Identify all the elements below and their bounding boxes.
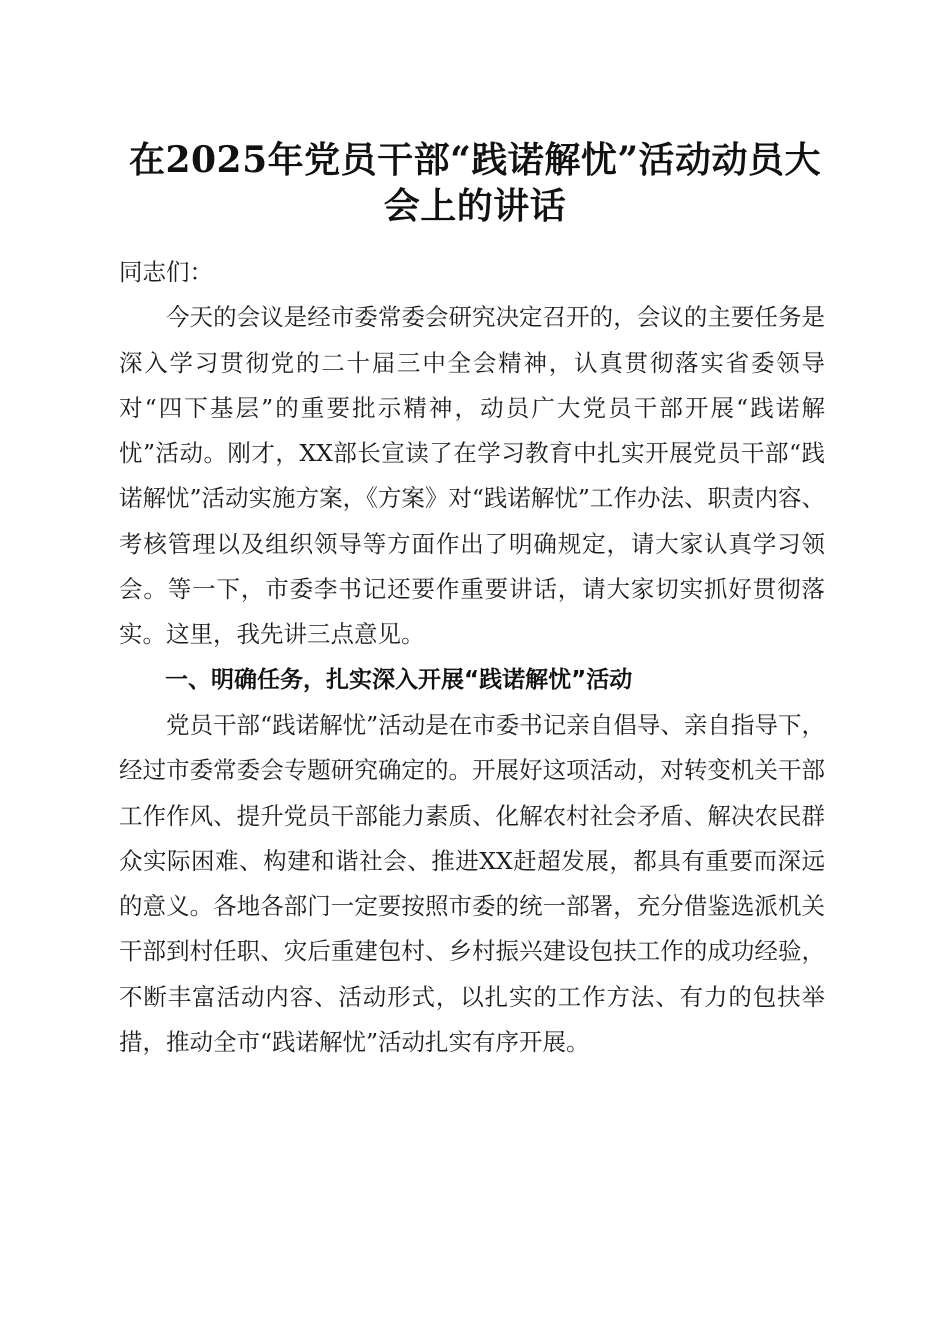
salutation: 同志们： xyxy=(119,258,213,286)
section-heading-1: 一、明确任务，扎实深入开展“践诺解忧”活动 xyxy=(165,666,633,693)
paragraph-intro: 今天的会议是经市委常委会研究决定召开的，会议的主要任务是深入学习贯彻党的二十届三中全会精神，认真贯彻落实省委领导对“四下基层”的重要批示精神，动员广大党员干部开展“践诺解忧”活动。刚才，XX部长宣读了在学习教育中扎实开展党员干部“践诺解忧”活动实施方案，《方案》对“践诺解忧”工作办法、职责内容、考核管理以及组织领导等方面作出了明确规定，请大家认真学习领会。等一下，市委李书记还要作重要讲话，请大家切实抓好贯彻落实。这里，我先讲三点意见。 xyxy=(119,303,825,649)
paragraph-section-1: 党员干部“践诺解忧”活动是在市委书记亲自倡导、亲自指导下，经过市委常委会专题研究确定的。开展好这项活动，对转变机关干部工作作风、提升党员干部能力素质、化解农村社会矛盾、解决农民群众实际困难、构建和谐社会、推进XX赶超发展，都具有重要而深远的意义。各地各部门一定要按照市委的统一部署，充分借鉴选派机关干部到村任职、灾后重建包村、乡村振兴建设包扶工作的成功经验，不断丰富活动内容、活动形式，以扎实的工作方法、有力的包扶举措，推动全市“践诺解忧”活动扎实有序开展。 xyxy=(119,710,825,1057)
title-line-1: 在2025年党员干部“践诺解忧”活动动员大 xyxy=(128,139,822,181)
title-line-2: 会上的讲话 xyxy=(383,185,567,227)
document-body xyxy=(119,250,825,1065)
document-title xyxy=(110,137,840,229)
